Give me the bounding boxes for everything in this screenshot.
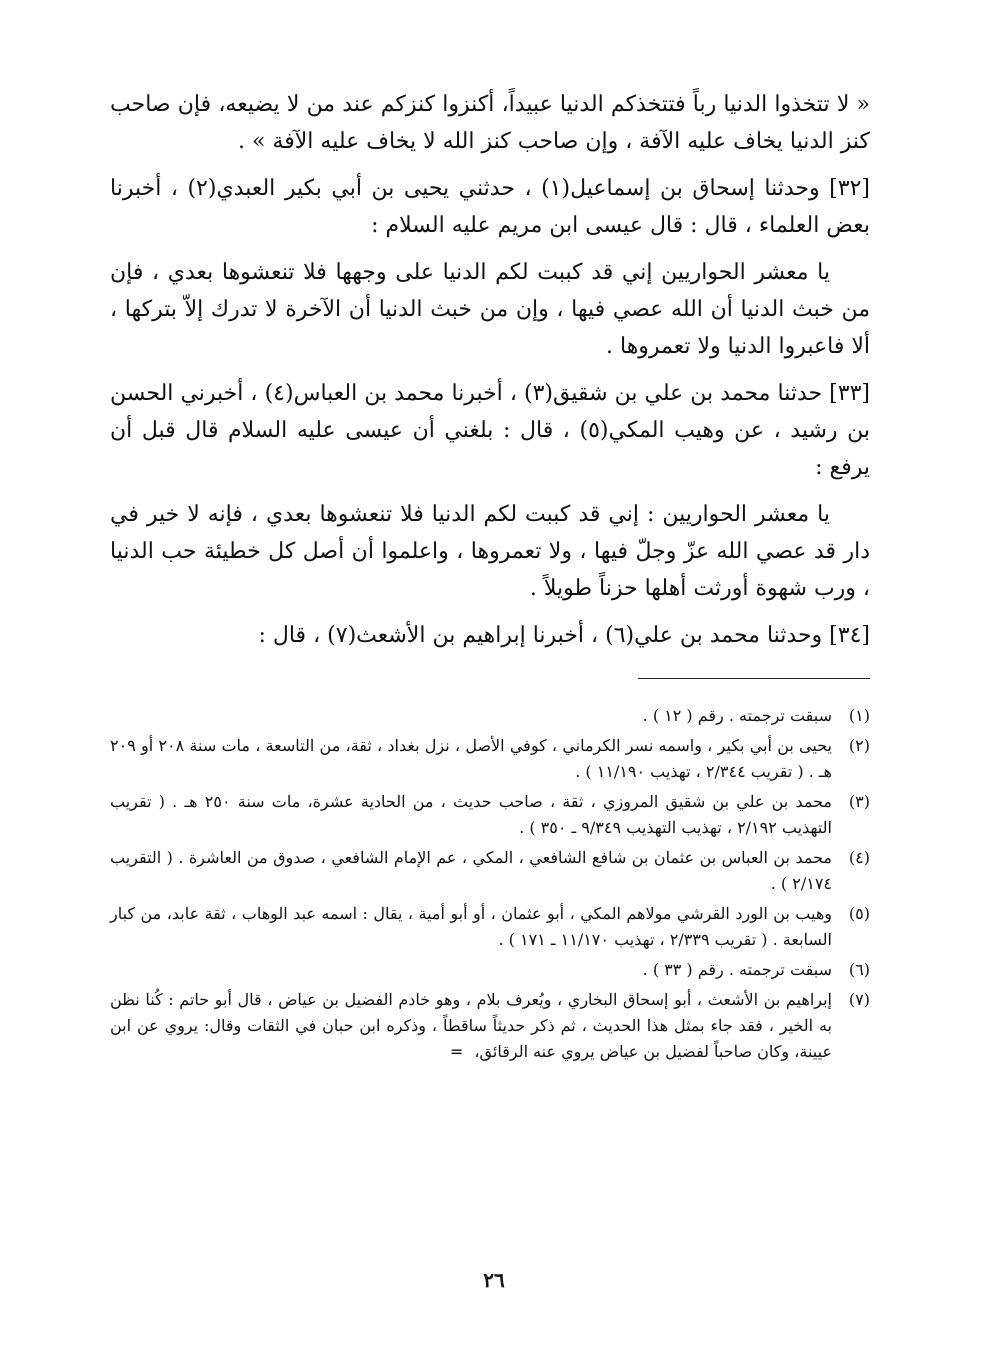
paragraph-saying-2: يا معشر الحواريين : إني قد كببت لكم الدنيا فلا تنعشوها بعدي ، فإنه لا خير في دار قد عصي الله عزّ وجلّ فيها ، ولا تعمروها ، واعلموا أن أصل كل خطيئة حب الدنيا ، ورب شهوة أورثت أهلها حزناً طويلاً . xyxy=(110,502,870,601)
footnote-text: سبقت ترجمته . رقم ( ٣٣ ) . xyxy=(642,960,832,979)
footnote-number: (٥) xyxy=(848,904,870,923)
footnotes xyxy=(110,703,870,1065)
footnote-text: إبراهيم بن الأشعث ، أبو إسحاق البخاري ، ويُعرف بلام ، وهو خادم الفضيل بن عياض ، قال أبو حاتم : كُنا نظن به الخير ، فقد جاء بمثل هذا الحديث ، ثم ذكر حديثاً ساقطاً ، وذكره ابن حبان في الثقات وقال: يروي عن ابن عيينة، وكان صاحباً لفضيل بن عياض يروي عنه الرقائق، xyxy=(110,990,833,1061)
book-page xyxy=(110,86,870,1069)
footnote-2 xyxy=(110,733,870,785)
paragraph-hadith-32: [٣٢] وحدثنا إسحاق بن إسماعيل(١) ، حدثني يحيى بن أبي بكير العبدي(٢) ، أخبرنا بعض العلماء ، قال : قال عيسى ابن مريم عليه السلام : xyxy=(110,176,870,238)
paragraph-quote-end: « لا تتخذوا الدنيا رباً فتتخذكم الدنيا عبيداً، أكنزوا كنزكم عند من لا يضيعه، فإن صاحب كنز الدنيا يخاف عليه الآفة ، وإن صاحب كنز الله لا يخاف عليه الآفة » . xyxy=(110,92,870,154)
footnote-1 xyxy=(110,703,870,729)
footnote-4 xyxy=(110,845,870,897)
footnote-5 xyxy=(110,901,870,953)
footnote-3 xyxy=(110,789,870,841)
footnote-text: محمد بن العباس بن عثمان بن شافع الشافعي ، المكي ، عم الإمام الشافعي ، صدوق من العاشرة . ( التقريب ٢/١٧٤ ) . xyxy=(110,848,833,893)
footnote-text: وهيب بن الورد القرشي مولاهم المكي ، أبو عثمان ، أو أبو أمية ، يقال : اسمه عبد الوهاب ، ثقة عابد، من كبار السابعة . ( تقريب ٢/٣٣٩ ، تهذيب ١١/١٧٠ ـ ١٧١ ) . xyxy=(110,904,832,949)
footnote-number: (٢) xyxy=(848,736,870,755)
footnote-text: سبقت ترجمته . رقم ( ١٢ ) . xyxy=(642,706,832,725)
paragraph-saying-1: يا معشر الحواريين إني قد كببت لكم الدنيا على وجهها فلا تنعشوها بعدي ، فإن من خبث الدنيا أن الله عصي فيها ، وإن من خبث الدنيا أن الآخرة لا تدرك إلاّ بتركها ، ألا فاعبروا الدنيا ولا تعمروها . xyxy=(110,260,870,359)
continuation-mark: = xyxy=(449,1042,464,1061)
footnote-number: (١) xyxy=(848,706,870,725)
footnote-divider xyxy=(638,678,870,679)
paragraph-hadith-34: [٣٤] وحدثنا محمد بن علي(٦) ، أخبرنا إبراهيم بن الأشعث(٧) ، قال : xyxy=(258,623,870,648)
page-number: ٢٦ xyxy=(483,1268,505,1292)
footnote-number: (٤) xyxy=(848,848,870,867)
footnote-number: (٧) xyxy=(848,990,870,1009)
footnote-text: محمد بن علي بن شقيق المروزي ، ثقة ، صاحب حديث ، من الحادية عشرة، مات سنة ٢٥٠ هـ . ( تقريب التهذيب ٢/١٩٢ ، تهذيب التهذيب ٩/٣٤٩ ـ ٣٥٠ ) . xyxy=(110,792,832,837)
footnote-7 xyxy=(110,987,870,1065)
main-text xyxy=(110,86,870,654)
paragraph-hadith-33: [٣٣] حدثنا محمد بن علي بن شقيق(٣) ، أخبرنا محمد بن العباس(٤) ، أخبرني الحسن بن رشيد ، عن وهيب المكي(٥) ، قال : بلغني أن عيسى عليه السلام قال قبل أن يرفع : xyxy=(110,381,870,480)
footnote-text: يحيى بن أبي بكير ، واسمه نسر الكرماني ، كوفي الأصل ، نزل بغداد ، ثقة، من التاسعة ، مات سنة ٢٠٨ أو ٢٠٩ هـ . ( تقريب ٢/٣٤٤ ، تهذيب ١١/١٩٠ ) . xyxy=(110,736,833,781)
footnote-6 xyxy=(110,957,870,983)
footnote-number: (٣) xyxy=(848,792,870,811)
footnote-number: (٦) xyxy=(848,960,870,979)
